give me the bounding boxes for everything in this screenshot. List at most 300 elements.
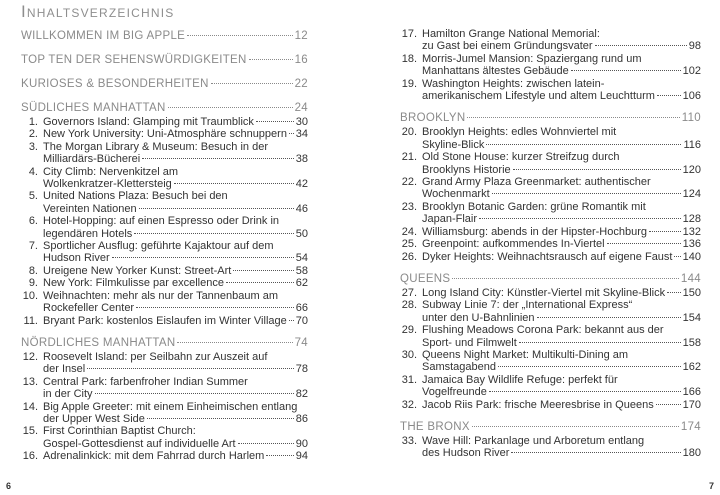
toc-entry[interactable] [21,450,308,462]
dot-leader [489,391,681,392]
toc-entry[interactable] [21,315,308,327]
entry-number: 23. [401,200,417,213]
dot-leader [519,342,681,343]
section-title: THE BRONX [400,420,470,433]
dot-leader [498,366,681,367]
entry-text: The Morgan Library & Museum: Besuch in der [43,140,268,153]
entry-line [43,302,308,314]
dot-leader [492,193,681,194]
entry-line [43,141,308,153]
entry-body [43,277,308,289]
entry-text: Long Island City: Künstler-Viertel mit Skyline-Blick [422,286,666,299]
dot-leader [147,418,294,419]
right-page [360,0,720,495]
toc-entry[interactable] [21,277,308,289]
entry-line [422,287,701,299]
entry-text: Williamsburg: abends in der Hipster-Hochburg [422,225,647,238]
entry-line [43,265,308,277]
dot-leader [95,393,294,394]
page-title: Inhaltsverzeichnis [21,2,175,21]
entry-text: Washington Heights: zwischen latein- [422,77,605,90]
entry-body [43,425,308,450]
page-ref: 90 [295,437,308,450]
entry-line [43,190,308,202]
entry-text: Roosevelt Island: per Seilbahn zur Auszeit auf [43,350,268,363]
entry-body [43,351,308,376]
page-ref: 132 [682,225,701,238]
dot-leader [657,95,681,96]
toc-entry[interactable] [400,126,701,151]
page-ref: 158 [682,336,701,349]
dot-leader [513,169,681,170]
page-ref: 70 [295,314,308,327]
entry-line [43,290,308,302]
page-ref: 46 [295,202,308,215]
entry-number: 5. [28,190,38,203]
entry-line [43,252,308,264]
entry-body [43,290,308,315]
entry-line [422,65,701,77]
page-ref: 144 [680,272,701,285]
entry-line [43,128,308,140]
entry-text: Big Apple Greeter: mit einem Einheimischen entlang [43,400,298,413]
page-ref: 170 [682,398,701,411]
entry-body [422,399,701,411]
entry-line [422,399,701,411]
page-ref: 174 [680,420,701,433]
page-ref: 86 [295,412,308,425]
entry-line [422,251,701,263]
entry-text: City Climb: Nervenkitzel am [43,165,179,178]
entry-text: Bryant Park: kostenlos Eislaufen im Winter Village [43,314,287,327]
section-title: WILLKOMMEN IM BIG APPLE [21,30,186,42]
dot-leader [249,59,293,60]
toc-right-column [400,28,701,460]
entry-body [43,215,308,240]
entry-body [43,141,308,166]
toc-entry[interactable] [21,128,308,140]
toc-entry[interactable] [400,251,701,263]
entry-line [43,116,308,128]
entry-line [43,315,308,327]
section-heading[interactable] [400,112,701,125]
page-number-left: 6 [6,481,12,491]
entry-line [43,363,308,375]
toc-entry[interactable] [400,374,701,399]
toc-entry[interactable] [21,290,308,315]
entry-body [422,324,701,349]
entry-number: 3. [28,140,38,153]
entry-body [422,53,701,78]
toc-entry[interactable] [21,265,308,277]
dot-leader [226,282,294,283]
entry-number: 29. [401,324,417,337]
entry-line [43,351,308,363]
entry-number: 6. [28,215,38,228]
dot-leader [595,45,687,46]
toc-chapter-2[interactable] [21,54,308,66]
page-ref: 58 [295,264,308,277]
page-ref: 42 [295,178,308,191]
entry-text: der Upper West Side [43,412,145,425]
entry-text: in der City [43,388,93,401]
toc-entry[interactable] [400,287,701,299]
entry-text: Flushing Meadows Corona Park: bekannt aus der [422,324,664,337]
page-ref: 154 [682,311,701,324]
entry-text: des Hudson River [422,447,510,460]
entry-body [422,28,701,53]
page-ref: 120 [682,163,701,176]
page-ref: 102 [682,65,701,78]
toc-chapter-1[interactable] [21,30,308,42]
section-heading[interactable] [21,102,308,115]
entry-line [43,203,308,215]
dot-leader [649,231,681,232]
dot-leader [134,233,293,234]
entry-text: Skyline-Blick [422,138,485,151]
section-title: TOP TEN DER SEHENSWÜRDIGKEITEN [21,54,247,66]
page-ref: 50 [295,227,308,240]
page-ref: 62 [295,277,308,290]
entry-text: Brooklyn Botanic Garden: grüne Romantik mit [422,200,646,213]
toc-entry[interactable] [21,351,308,376]
entry-text: Brooklyn Heights: edles Wohnviertel mit [422,126,617,139]
dot-leader [467,117,679,118]
page-ref: 124 [682,188,701,201]
entry-text: Hamilton Grange National Memorial: [422,28,600,40]
entry-line [43,388,308,400]
entry-text: New York University: Uni-Atmosphäre schnuppern [43,128,287,141]
toc-entry[interactable] [400,238,701,250]
entry-body [422,78,701,103]
page-ref: 74 [294,336,308,349]
entry-line [422,28,701,40]
page-ref: 180 [682,447,701,460]
entry-text: Jamaica Bay Wildlife Refuge: perfekt für [422,373,618,386]
entry-number: 11. [23,314,38,327]
entry-text: Rockefeller Center [43,302,135,315]
dot-leader [289,133,294,134]
dot-leader [256,121,294,122]
toc-entry[interactable] [21,116,308,128]
entry-line [422,299,701,311]
toc-entry[interactable] [400,78,701,103]
entry-line [422,164,701,176]
entry-line [422,312,701,324]
entry-text: First Corinthian Baptist Church: [43,425,196,438]
dot-leader [674,256,680,257]
page-ref: 110 [681,112,701,125]
entry-line [422,361,701,373]
entry-line [422,226,701,238]
section-heading[interactable] [400,273,701,286]
entry-number: 25. [401,238,417,251]
entry-text: Brooklyns Historie [422,163,511,176]
entry-line [422,201,701,213]
entry-body [43,166,308,191]
toc-entry[interactable] [400,151,701,176]
dot-leader [112,257,294,258]
entry-text: Governors Island: Glamping mit Traumblick [43,116,254,128]
page-ref: 162 [682,361,701,374]
entry-line [422,435,701,447]
entry-number: 27. [401,286,417,299]
entry-number: 10. [22,289,38,302]
entry-text: New York: Filmkulisse par excellence [43,277,224,290]
entry-body [422,226,701,238]
dot-leader [136,307,294,308]
entry-line [422,238,701,250]
entry-body [422,349,701,374]
dot-leader [511,452,680,453]
page-ref: 24 [294,102,308,114]
page-number-right: 7 [708,481,714,491]
page-ref: 140 [682,250,701,263]
entry-number: 18. [401,52,417,65]
entry-text: Milliardärs-Bücherei [43,153,141,166]
toc-entry[interactable] [21,141,308,166]
toc-entry[interactable] [400,201,701,226]
entry-body [43,240,308,265]
entry-line [43,425,308,437]
section-title: QUEENS [400,272,451,285]
entry-body [422,238,701,250]
page-ref: 16 [294,54,308,66]
entry-number: 8. [28,264,38,277]
dot-leader [168,107,293,108]
entry-number: 26. [401,250,417,263]
entry-number: 12. [22,350,38,363]
dot-leader [289,320,294,321]
entry-line [43,166,308,178]
dot-leader [472,426,679,427]
dot-leader [177,342,292,343]
entry-body [43,401,308,426]
section-title: KURIOSES & BESONDERHEITEN [21,78,209,90]
entry-text: Adrenalinkick: mit dem Fahrrad durch Harlem [43,450,265,463]
page-ref: 82 [295,388,308,401]
entry-body [422,126,701,151]
entry-text: Jacob Riis Park: frische Meeresbrise in Queens [422,398,654,411]
entry-line [422,176,701,188]
entry-body [422,287,701,299]
entry-number: 24. [401,225,417,238]
entry-number: 21. [401,151,417,164]
spacer [400,102,701,112]
entry-line [43,178,308,190]
toc-entry[interactable] [21,401,308,426]
dot-leader [87,368,294,369]
entry-number: 33. [401,434,417,447]
entry-line [422,213,701,225]
dot-leader [537,317,681,318]
toc-entry[interactable] [400,349,701,374]
toc-entry[interactable] [21,425,308,450]
entry-line [422,78,701,90]
dot-leader [571,70,681,71]
entry-text: Greenpoint: aufkommendes In-Viertel [422,238,605,251]
entry-number: 4. [28,165,38,178]
entry-text: legendären Hotels [43,227,133,240]
page-ref: 128 [682,213,701,226]
entry-number: 28. [401,299,417,312]
toc-entry[interactable] [400,176,701,201]
page-ref: 136 [682,238,701,251]
entry-body [422,435,701,460]
toc-entry[interactable] [400,28,701,53]
section-title: SÜDLICHES MANHATTAN [21,102,166,114]
section-title: NÖRDLICHES MANHATTAN [21,336,176,349]
dot-leader [266,455,293,456]
entry-text: zu Gast bei einem Gründungsvater [422,40,593,53]
entry-text: Central Park: farbenfroher Indian Summer [43,375,248,388]
spacer [400,263,701,273]
entry-number: 2. [28,128,38,141]
entry-number: 13. [22,375,38,388]
entry-text: unter den U-Bahnlinien [422,311,535,324]
entry-text: der Insel [43,363,86,376]
entry-text: amerikanischem Lifestyle und altem Leuchtturm [422,90,655,103]
toc-entry[interactable] [21,166,308,191]
entry-number: 32. [401,398,417,411]
entry-line [422,349,701,361]
spacer [21,327,308,337]
entry-number: 15. [22,425,38,438]
page-ref: 98 [688,40,701,53]
entry-line [422,324,701,336]
entry-text: Vereinten Nationen [43,202,137,215]
entry-text: Subway Linie 7: der „International Express“ [422,299,633,312]
dot-leader [656,404,681,405]
toc-entry[interactable] [400,324,701,349]
toc-entry[interactable] [21,376,308,401]
dot-leader [486,144,681,145]
entry-line [422,40,701,52]
dot-leader [607,243,681,244]
toc-entry[interactable] [400,226,701,238]
dot-leader [452,278,679,279]
entry-text: Ureigene New Yorker Kunst: Street-Art [43,264,232,277]
entry-number: 19. [401,77,417,90]
entry-text: Wochenmarkt [422,188,490,201]
entry-text: Old Stone House: kurzer Streifzug durch [422,151,620,164]
entry-line [422,151,701,163]
entry-line [43,153,308,165]
dot-leader [174,183,294,184]
page-ref: 106 [682,90,701,103]
entry-line [43,450,308,462]
entry-text: Sportlicher Ausflug: geführte Kajaktour auf dem [43,240,274,253]
entry-text: Wave Hill: Parkanlage und Arboretum entlang [422,434,645,447]
toc-entry[interactable] [21,190,308,215]
entry-line [43,438,308,450]
toc-entry[interactable] [400,53,701,78]
toc-entry[interactable] [21,215,308,240]
entry-body [43,315,308,327]
section-title: BROOKLYN [400,112,466,125]
entry-text: Vogelfreunde [422,386,487,399]
dot-leader [238,443,294,444]
dot-leader [479,218,681,219]
page-ref: 38 [295,153,308,166]
entry-body [422,176,701,201]
entry-number: 20. [401,126,417,139]
entry-body [43,376,308,401]
entry-line [422,139,701,151]
page-ref: 94 [295,450,308,463]
toc-chapter-3[interactable] [21,78,308,90]
page-ref: 30 [295,116,308,128]
page-ref: 54 [295,252,308,265]
entry-line [43,401,308,413]
dot-leader [142,158,294,159]
entry-line [422,188,701,200]
toc-entry[interactable] [400,399,701,411]
entry-text: Hotel-Hopping: auf einen Espresso oder Drink in [43,215,280,228]
entry-text: Dyker Heights: Weihnachtsrausch auf eigene Faust [422,250,673,263]
entry-line [43,413,308,425]
entry-line [43,215,308,227]
page-ref: 34 [295,128,308,141]
entry-number: 17. [401,28,417,40]
entry-line [422,90,701,102]
entry-text: Morris-Jumel Mansion: Spaziergang rund um [422,52,642,65]
entry-number: 31. [401,373,417,386]
entry-text: Wolkenkratzer-Klettersteig [43,178,172,191]
page-ref: 150 [682,286,701,299]
dot-leader [233,270,293,271]
entry-text: Samstagabend [422,361,496,374]
entry-body [43,116,308,128]
entry-body [422,151,701,176]
entry-line [422,374,701,386]
toc-entry[interactable] [21,240,308,265]
page-ref: 12 [294,30,308,42]
dot-leader [187,35,292,36]
entry-text: Queens Night Market: Multikulti-Dining am [422,348,629,361]
page-ref: 22 [294,78,308,90]
entry-body [43,450,308,462]
page-ref: 166 [682,386,701,399]
dot-leader [211,83,293,84]
entry-text: Gospel-Gottesdienst auf individuelle Art [43,437,236,450]
entry-line [43,376,308,388]
entry-line [43,277,308,289]
section-heading[interactable] [400,421,701,434]
entry-text: Japan-Flair [422,213,478,226]
entry-text: Grand Army Plaza Greenmarket: authentischer [422,176,651,189]
page-ref: 116 [683,138,701,151]
entry-line [43,240,308,252]
entry-body [422,374,701,399]
section-heading[interactable] [21,337,308,350]
page-ref: 66 [295,302,308,315]
entry-body [422,251,701,263]
entry-line [422,126,701,138]
entry-number: 22. [401,176,417,189]
spacer [400,411,701,421]
entry-line [422,386,701,398]
toc-entry[interactable] [400,299,701,324]
page-ref: 78 [295,363,308,376]
entry-body [43,128,308,140]
dot-leader [139,208,294,209]
entry-body [43,190,308,215]
toc-left-column [21,30,308,463]
dot-leader [667,292,681,293]
toc-entry[interactable] [400,435,701,460]
entry-body [422,299,701,324]
